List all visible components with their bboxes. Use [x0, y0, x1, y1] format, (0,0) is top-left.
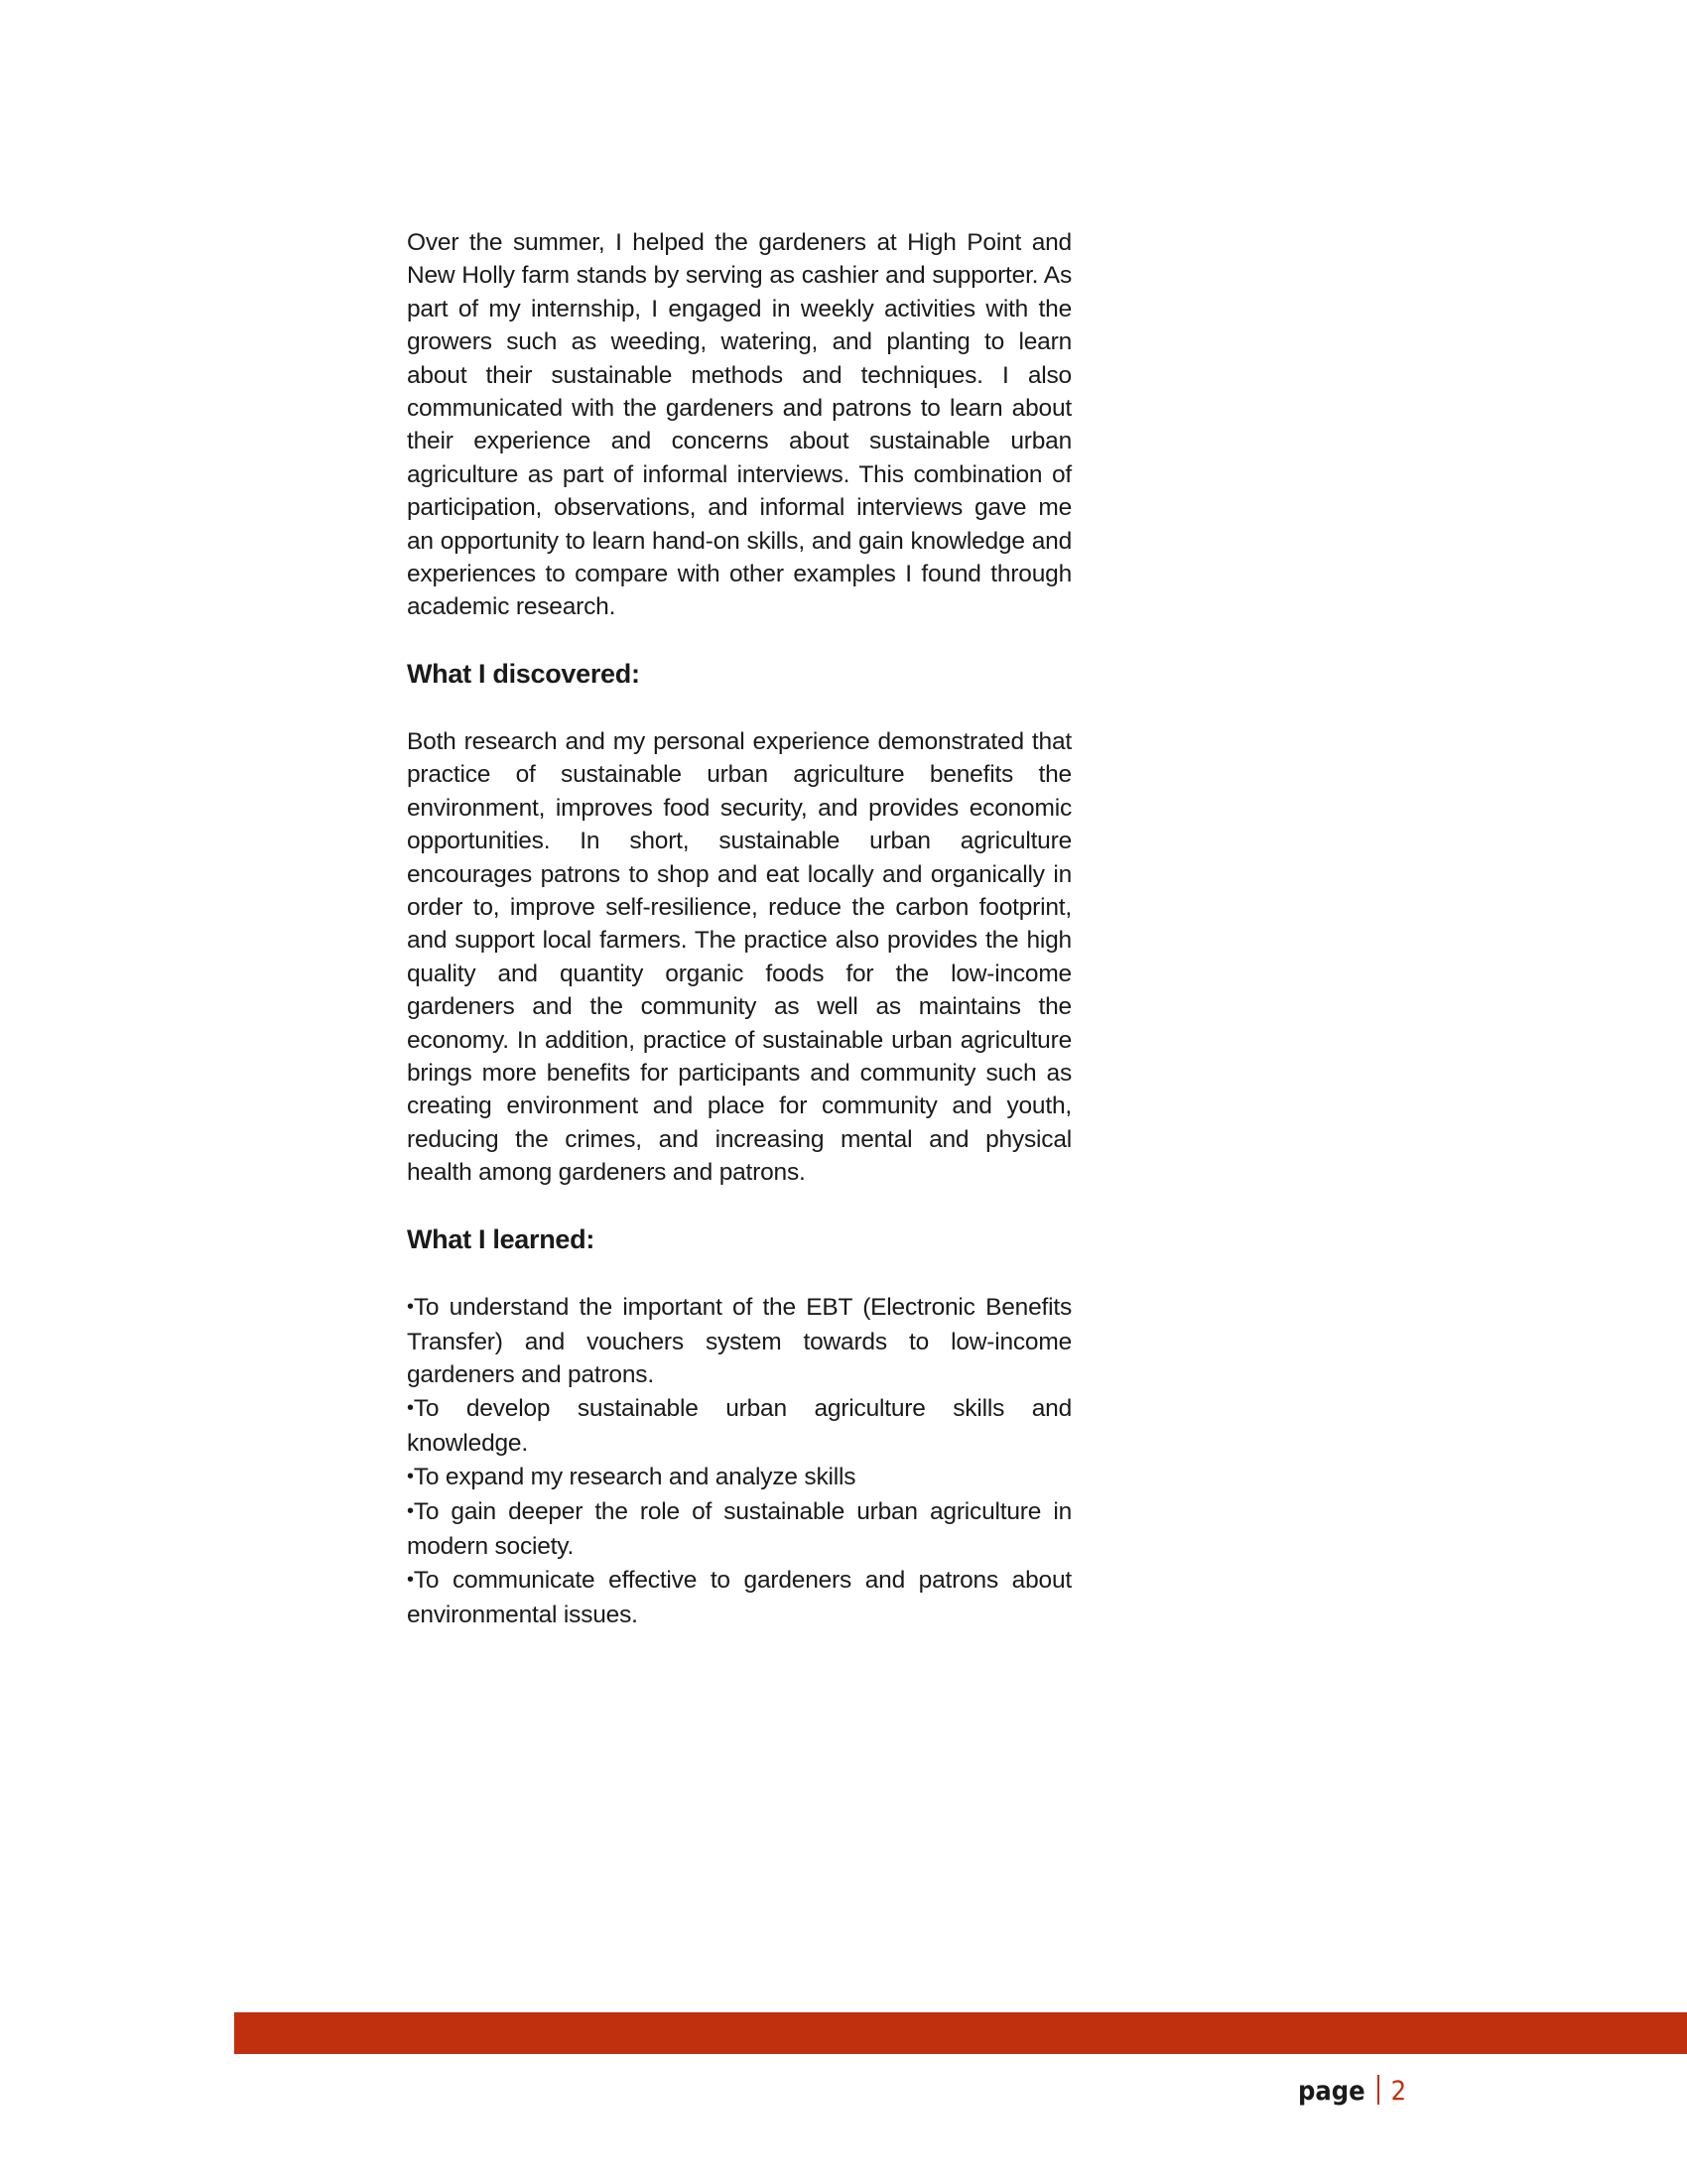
footer-accent-bar [234, 2012, 1687, 2054]
list-item-text: To communicate effective to gardeners and patrons about environmental issues. [407, 1566, 1072, 1629]
bullet-icon: • [407, 1500, 414, 1522]
main-content [407, 226, 1072, 1632]
bullet-icon: • [407, 1465, 414, 1487]
list-item-text: To expand my research and analyze skills [413, 1463, 856, 1490]
list-item [407, 1291, 1072, 1392]
page-number-value: 2 [1390, 2076, 1407, 2107]
bullet-icon: • [407, 1396, 414, 1419]
list-item-text: To gain deeper the role of sustainable urban agriculture in modern society. [407, 1498, 1072, 1561]
discovered-paragraph: Both research and my personal experience demonstrated that practice of sustainable urban agriculture benefits the environment, improves food security, and provides economic opportunities. In short, sustainable urban agriculture encourages patrons to shop and eat locally and organically in order to, improve self-resilience, reduce the carbon footprint, and support local farmers. The practice also provides the high quality and quantity organic foods for the low-income gardeners and the community as well as maintains the economy. In addition, practice of sustainable urban agriculture brings more benefits for participants and community such as creating environment and place for community and youth, reducing the crimes, and increasing mental and physical health among gardeners and patrons. [407, 727, 1072, 1187]
page-separator [1377, 2075, 1379, 2105]
learned-list [407, 1291, 1072, 1632]
bullet-icon: • [407, 1295, 414, 1318]
list-item [407, 1461, 1072, 1495]
list-item [407, 1564, 1072, 1632]
intro-paragraph: Over the summer, I helped the gardeners at High Point and New Holly farm stands by serving as cashier and supporter. As part of my internship, I engaged in weekly activities with the growers such as weeding, watering, and planting to learn about their sustainable methods and techniques. I also communicated with the gardeners and patrons to learn about their experience and concerns about sustainable urban agriculture as part of informal interviews. This combination of participation, observations, and informal interviews gave me an opportunity to learn hand-on skills, and gain knowledge and experiences to compare with other examples I found through academic research. [407, 229, 1072, 621]
list-item-text: To understand the important of the EBT (Electronic Benefits Transfer) and vouchers system towards to low-income gardeners and patrons. [407, 1293, 1072, 1389]
list-item [407, 1392, 1072, 1461]
bullet-icon: • [407, 1568, 414, 1591]
list-item-text: To develop sustainable urban agriculture skills and knowledge. [407, 1394, 1072, 1458]
list-item [407, 1495, 1072, 1564]
learned-heading: What I learned: [407, 1223, 595, 1254]
discovered-heading: What I discovered: [407, 658, 640, 689]
page-number [1298, 2074, 1406, 2110]
page-label: page [1298, 2076, 1365, 2107]
